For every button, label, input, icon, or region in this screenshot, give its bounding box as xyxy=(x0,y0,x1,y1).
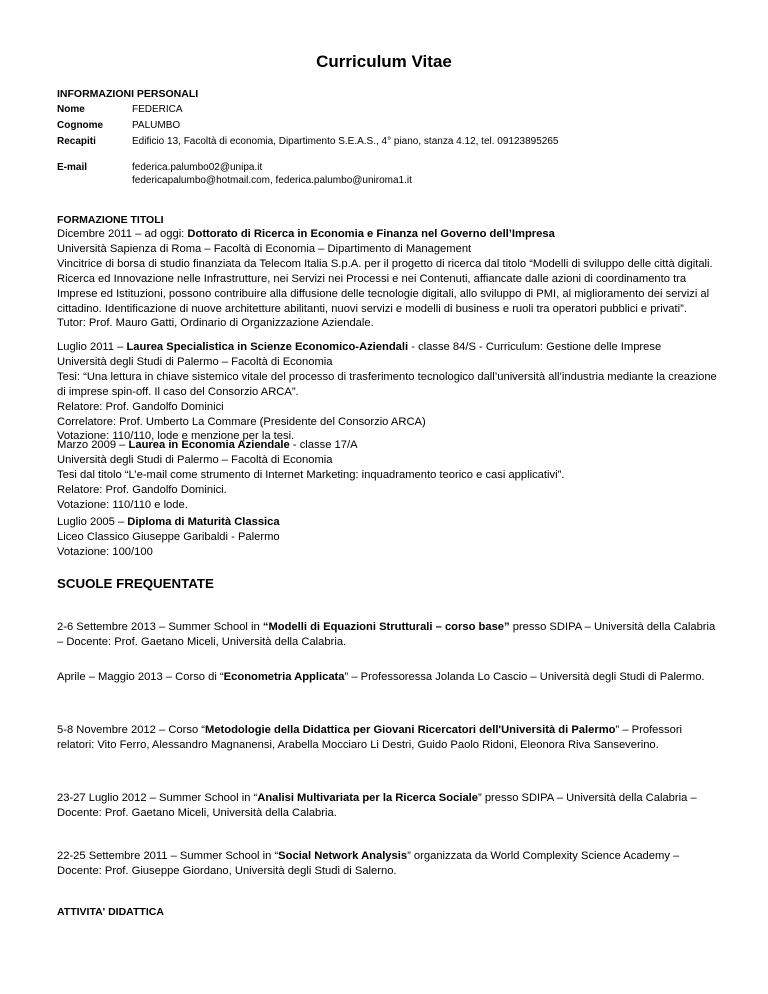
email-value xyxy=(132,161,692,187)
personal-info-heading: INFORMAZIONI PERSONALI xyxy=(57,88,199,100)
scuola-entry xyxy=(57,723,717,753)
entry-title: Laurea in Economia Aziendale xyxy=(128,439,290,451)
entry-line: Tesi: “Una lettura in chiave sistemico vitale del processo di trasferimento tecnologico dall’università all’industria mediante la creazione di imprese spin-off. Il caso del Consorzio ARCA”. xyxy=(57,370,717,398)
entry-class: - classe 17/A xyxy=(289,439,358,451)
entry-title: Laurea Specialistica in Scienze Economico-Aziendali xyxy=(126,341,409,353)
entry-date: Luglio 2011 – xyxy=(57,341,127,353)
entry-text: ” – Professori relatori: Vito Ferro, Alessandro Magnanensi, Arabella Mocciaro Li Destri, Guido Paolo Ridoni, Eleonora Riva Sanseverino. xyxy=(57,724,683,751)
entry-title: Econometria Applicata xyxy=(223,671,345,683)
formazione-entry-laurea xyxy=(57,438,717,513)
didattica-heading: ATTIVITA' DIDATTICA xyxy=(57,906,164,918)
formazione-entry-diploma xyxy=(57,515,717,560)
entry-text: ” presso SDIPA – Università della Calabria – Docente: Prof. Gaetano Miceli, Università della Calabria. xyxy=(57,792,697,819)
entry-line: Relatore: Prof. Gandolfo Dominici xyxy=(57,400,224,413)
scuola-entry xyxy=(57,849,717,879)
entry-text: presso SDIPA – Università della Calabria – Docente: Prof. Gaetano Miceli, Università della Calabria. xyxy=(57,621,716,648)
formazione-entry-dottorato xyxy=(57,227,717,331)
entry-title: Dottorato di Ricerca in Economia e Finanza nel Governo dell’Impresa xyxy=(187,228,555,240)
entry-line: Tesi dal titolo “L’e-mail come strumento di Internet Marketing: inquadramento teorico e casi applicativi”. xyxy=(57,468,565,481)
entry-line: Liceo Classico Giuseppe Garibaldi - Palermo xyxy=(57,530,280,543)
entry-text: Aprile – Maggio 2013 – Corso di “ xyxy=(57,671,224,683)
scuola-entry xyxy=(57,620,717,650)
entry-date: Marzo 2009 – xyxy=(57,439,129,451)
entry-line: Vincitrice di borsa di studio finanziata da Telecom Italia S.p.A. per il progetto di ricerca dal titolo “Modelli di sviluppo delle città digitali. Ricerca ed Innovazione nelle Infrastrutture, nei Servizi nei Processi e nei Contenuti, affiancate dalle azioni di coordinamento tra Imprese ed Istituzioni, possono contribuire alla diffusione delle tecnologie digitali, allo sviluppo di PMI, al miglioramento dei servizi al cittadino. Identificazione di nuove architetture abilitanti, nuovi servizi e modelli di business e ruoli tra operatori pubblici e privati”. xyxy=(57,257,713,315)
recapiti-row xyxy=(57,134,692,150)
entry-text: 22-25 Settembre 2011 – Summer School in “ xyxy=(57,850,279,862)
entry-text: ” – Professoressa Jolanda Lo Cascio – Università degli Studi di Palermo. xyxy=(344,671,705,683)
scuola-entry xyxy=(57,670,717,685)
email-label: E-mail xyxy=(57,162,88,173)
entry-line: Votazione: 110/110 e lode. xyxy=(57,498,188,511)
email-row xyxy=(57,161,692,187)
entry-line: Relatore: Prof. Gandolfo Dominici. xyxy=(57,483,227,496)
entry-date: Dicembre 2011 – ad oggi: xyxy=(57,228,188,240)
entry-line: Votazione: 110/110, lode e menzione per la tesi. xyxy=(57,430,295,443)
recapiti-label: Recapiti xyxy=(57,136,96,147)
entry-title: Analisi Multivariata per la Ricerca Sociale xyxy=(257,792,478,804)
cognome-row xyxy=(57,118,692,134)
entry-text: 23-27 Luglio 2012 – Summer School in “ xyxy=(57,792,258,804)
email-line-1: federica.palumbo02@unipa.it xyxy=(132,162,263,173)
scuole-heading: SCUOLE FREQUENTATE xyxy=(57,576,214,591)
entry-text: 5-8 Novembre 2012 – Corso “ xyxy=(57,724,205,736)
recapiti-value: Edificio 13, Facoltà di economia, Dipartimento S.E.A.S., 4° piano, stanza 4.12, tel. 09123895265 xyxy=(132,136,559,147)
entry-line: Correlatore: Prof. Umberto La Commare (Presidente del Consorzio ARCA) xyxy=(57,415,426,428)
entry-class: - classe 84/S - Curriculum: Gestione delle Imprese xyxy=(408,341,662,353)
entry-line: Tutor: Prof. Mauro Gatti, Ordinario di Organizzazione Aziendale. xyxy=(57,317,374,330)
entry-text: 2-6 Settembre 2013 – Summer School in xyxy=(57,621,263,633)
entry-title: Diploma di Maturità Classica xyxy=(127,516,280,528)
nome-value: FEDERICA xyxy=(132,104,183,115)
entry-line: Università degli Studi di Palermo – Facoltà di Economia xyxy=(57,355,333,368)
entry-title: “Modelli di Equazioni Strutturali – corso base” xyxy=(262,621,510,633)
cognome-label: Cognome xyxy=(57,120,104,131)
cognome-value: PALUMBO xyxy=(132,120,181,131)
entry-line: Università degli Studi di Palermo – Facoltà di Economia xyxy=(57,453,333,466)
entry-line: Votazione: 100/100 xyxy=(57,545,153,558)
entry-line: Università Sapienza di Roma – Facoltà di Economia – Dipartimento di Management xyxy=(57,242,472,255)
nome-label: Nome xyxy=(57,104,85,115)
entry-date: Luglio 2005 – xyxy=(57,516,128,528)
entry-title: Social Network Analysis xyxy=(278,850,408,862)
personal-info-table xyxy=(57,102,692,187)
entry-text: ” organizzata da World Complexity Science Academy – Docente: Prof. Giuseppe Giordano, Università degli Studi di Salerno. xyxy=(57,850,680,877)
document-title: Curriculum Vitae xyxy=(316,52,452,71)
entry-title: Metodologie della Didattica per Giovani Ricercatori dell'Università di Palermo xyxy=(205,724,616,736)
formazione-heading: FORMAZIONE TITOLI xyxy=(57,214,164,226)
nome-row xyxy=(57,102,692,118)
scuola-entry xyxy=(57,791,717,821)
formazione-entry-laurea-specialistica xyxy=(57,340,717,444)
email-line-2: federicapalumbo@hotmail.com, federica.palumbo@uniroma1.it xyxy=(132,175,412,186)
